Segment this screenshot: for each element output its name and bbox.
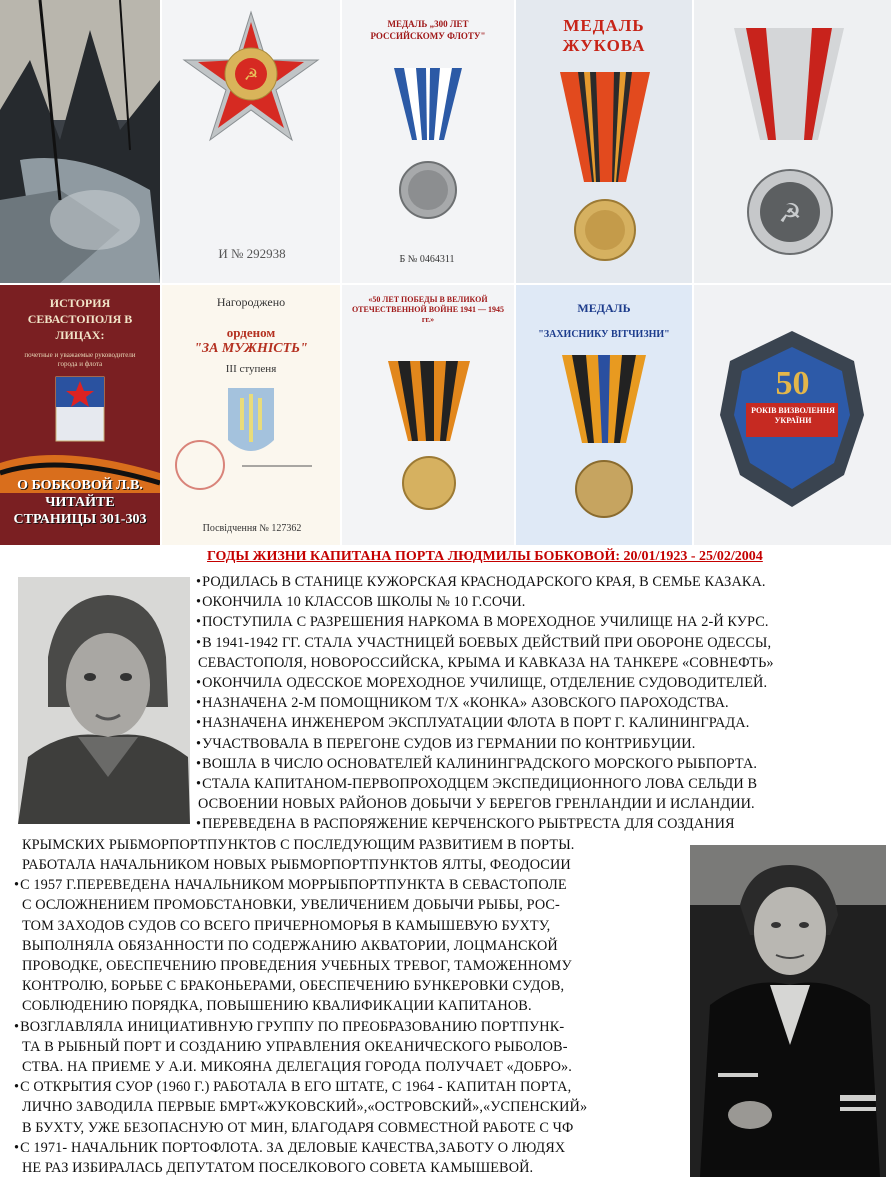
award-line-4: III ступеня xyxy=(225,363,277,375)
award-line-2: орденом xyxy=(226,325,276,340)
portrait-young-image xyxy=(18,577,190,824)
zhukov-title-2: ЖУКОВА xyxy=(562,36,646,55)
fishing-photo xyxy=(0,0,160,283)
portrait-young-photo xyxy=(18,577,190,824)
award-line-1: Нагороджено xyxy=(216,295,286,309)
bio-line: НЕ РАЗ ИЗБИРАЛАСЬ ДЕПУТАТОМ ПОСЕЛКОВОГО СОВЕТА КАМЫШЕВОЙ. xyxy=(22,1160,534,1176)
bio-line: • ОКОНЧИЛА 10 КЛАССОВ ШКОЛЫ № 10 Г.СОЧИ. xyxy=(196,592,525,613)
bio-line: КРЫМСКИХ РЫБМОРПОРТПУНКТОВ С ПОСЛЕДУЮЩИМ РАЗВИТИЕМ В ПОРТЫ. xyxy=(22,836,575,853)
bio-line: СОБЛЮДЕНИЮ ПОРЯДКА, ПОВЫШЕНИЮ КВАЛИФИКАЦИИ КАПИТАНОВ. xyxy=(22,998,532,1015)
fleet-medal-title: МЕДАЛЬ „300 ЛЕТ РОССИЙСКОМУ ФЛОТУ" xyxy=(370,19,486,41)
fishing-photo-image xyxy=(0,0,160,283)
bio-line: • СТАЛА КАПИТАНОМ-ПЕРВОПРОХОДЦЕМ ЭКСПЕДИЦИОННОГО ЛОВА СЕЛЬДИ В xyxy=(196,774,757,795)
bio-line: ТА В РЫБНЫЙ ПОРТ И СОЗДАНИЮ УПРАВЛЕНИЯ ОКЕАНИЧЕСКОГО РЫБОЛОВ- xyxy=(22,1038,568,1055)
bio-line: • НАЗНАЧЕНА ИНЖЕНЕРОМ ЭКСПЛУАТАЦИИ ФЛОТА В ПОРТ Г. КАЛИНИНГРАДА. xyxy=(196,713,749,734)
history-book-tile xyxy=(0,285,160,545)
zhukov-title-1: МЕДАЛЬ xyxy=(563,16,645,35)
book-note-2: ЧИТАЙТЕ xyxy=(45,495,115,510)
bio-line: • НАЗНАЧЕНА 2-М ПОМОЩНИКОМ Т/Х «КОНКА» АЗОВСКОГО ПАРОХОДСТВА. xyxy=(196,693,729,714)
fleet-medal-image xyxy=(342,40,514,280)
order-number: И № 292938 xyxy=(218,246,286,261)
veteran-medal-image xyxy=(694,0,891,283)
bio-line: СТВА. НА ПРИЕМЕ У А.И. МИКОЯНА ДЕЛЕГАЦИЯ ГОРОДА ПОЛУЧАЕТ «ДОБРО». xyxy=(22,1058,572,1075)
badge-text: РОКІВ ВИЗВОЛЕННЯ УКРАЇНИ xyxy=(751,406,835,425)
liberation-badge-tile xyxy=(694,285,891,545)
bio-line: • С ОТКРЫТИЯ СУОР (1960 Г.) РАБОТАЛА В ЕГО ШТАТЕ, С 1964 - КАПИТАН ПОРТА, xyxy=(14,1077,571,1098)
book-emblem-image xyxy=(0,373,160,493)
bio-line: С ОСЛОЖНЕНИЕМ ПРОМОБСТАНОВКИ, УВЕЛИЧЕНИЕМ ДОБЫЧИ РЫБЫ, РОС- xyxy=(22,897,560,914)
victory-medal-tile xyxy=(342,285,514,545)
defender-medal-image xyxy=(516,343,692,543)
bio-line: ОСВОЕНИИ НОВЫХ РАЙОНОВ ДОБЫЧИ У БЕРЕГОВ ГРЕНЛАНДИИ И ИСЛАНДИИ. xyxy=(198,796,755,813)
bio-line: В БУХТУ, УЖЕ БЕЗОПАСНУЮ ОТ МИН, БЛАГОДАРЯ СОВМЕСТНОЙ РАБОТЕ С ЧФ xyxy=(22,1119,574,1136)
order-patriotic-war xyxy=(162,0,340,283)
bio-line: СЕВАСТОПОЛЯ, НОВОРОССИЙСКА, КРЫМА И КАВКАЗА НА ТАНКЕРЕ «СОВНЕФТЬ» xyxy=(198,654,774,671)
victory-medal-image xyxy=(342,333,514,543)
bio-line: ЛИЧНО ЗАВОДИЛА ПЕРВЫЕ БМРТ«ЖУКОВСКИЙ»,«ОСТРОВСКИЙ»,«УСПЕНСКИЙ» xyxy=(22,1099,588,1116)
bio-line: • В 1941-1942 ГГ. СТАЛА УЧАСТНИЦЕЙ БОЕВЫХ ДЕЙСТВИЙ ПРИ ОБОРОНЕ ОДЕССЫ, xyxy=(196,633,771,654)
bio-line: ПРОВОДКЕ, ОБЕСПЕЧЕНИЮ ПРОВЕДЕНИЯ УЧЕБНЫХ ТРЕВОГ, ТАМОЖЕННОМУ xyxy=(22,957,572,974)
bio-line: ВЫПОЛНЯЛА ОБЯЗАННОСТИ ПО СОДЕРЖАНИЮ АКВАТОРИИ, ЛОЦМАНСКОЙ xyxy=(22,937,558,954)
zhukov-medal-image xyxy=(516,62,692,282)
badge-number: 50 xyxy=(775,365,810,402)
bio-line: • РОДИЛАСЬ В СТАНИЦЕ КУЖОРСКАЯ КРАСНОДАРСКОГО КРАЯ, В СЕМЬЕ КАЗАКА. xyxy=(196,572,766,593)
bio-line: • ПЕРЕВЕДЕНА В РАСПОРЯЖЕНИЕ КЕРЧЕНСКОГО РЫБТРЕСТА ДЛЯ СОЗДАНИЯ xyxy=(196,814,735,835)
bio-line: КОНТРОЛЮ, БОРЬБЕ С БРАКОНЬЕРАМИ, ОБЕСПЕЧЕНИЮ БУНКЕРОВКИ СУДОВ, xyxy=(22,978,565,995)
zhukov-medal-tile xyxy=(516,0,692,283)
courage-certificate-tile xyxy=(162,285,340,545)
book-title: ИСТОРИЯ СЕВАСТОПОЛЯ В ЛИЦАХ: xyxy=(27,296,133,342)
fleet-medal-tile xyxy=(342,0,514,283)
award-line-3: "ЗА МУЖНІСТЬ" xyxy=(194,341,308,356)
bio-line: • С 1957 Г.ПЕРЕВЕДЕНА НАЧАЛЬНИКОМ МОРРЫБПОРТПУНКТА В СЕВАСТОПОЛЕ xyxy=(14,875,567,896)
defender-title-1: МЕДАЛЬ xyxy=(577,301,631,315)
bio-line: • ВОШЛА В ЧИСЛО ОСНОВАТЕЛЕЙ КАЛИНИНГРАДСКОГО МОРСКОГО РЫБПОРТА. xyxy=(196,754,757,775)
defender-medal-tile xyxy=(516,285,692,545)
trident-image xyxy=(162,380,340,520)
book-subtitle: почетные и уважаемые руководители города и флота xyxy=(24,351,136,368)
award-number: Посвідчення № 127362 xyxy=(202,523,302,534)
bio-line: • С 1971- НАЧАЛЬНИК ПОРТОФЛОТА. ЗА ДЕЛОВЫЕ КАЧЕСТВА,ЗАБОТУ О ЛЮДЯХ xyxy=(14,1138,565,1159)
book-note-3: СТРАНИЦЫ 301-303 xyxy=(13,512,147,527)
svg-text:☭: ☭ xyxy=(243,65,259,84)
bio-line: • ПОСТУПИЛА С РАЗРЕШЕНИЯ НАРКОМА В МОРЕХОДНОЕ УЧИЛИЩЕ НА 2-Й КУРС. xyxy=(196,612,769,633)
svg-text:☭: ☭ xyxy=(778,199,802,229)
bio-line: ТОМ ЗАХОДОВ СУДОВ СО ВСЕГО ПРИЧЕРНОМОРЬЯ В КАМЫШЕВУЮ БУХТУ, xyxy=(22,917,551,934)
victory-medal-title: «50 ЛЕТ ПОБЕДЫ В ВЕЛИКОЙ ОТЕЧЕСТВЕННОЙ ВОЙНЕ 1941 — 1945 гг.» xyxy=(351,295,505,324)
order-star-image xyxy=(162,0,340,200)
bio-title: ГОДЫ ЖИЗНИ КАПИТАНА ПОРТА ЛЮДМИЛЫ БОБКОВОЙ: 20/01/1923 - 25/02/2004 xyxy=(207,549,763,564)
veteran-medal-tile xyxy=(694,0,891,283)
medal-grid xyxy=(0,0,891,545)
portrait-uniform-image xyxy=(690,845,886,1177)
fleet-medal-number: Б № 0464311 xyxy=(399,254,455,265)
bio-line: • ОКОНЧИЛА ОДЕССКОЕ МОРЕХОДНОЕ УЧИЛИЩЕ, ОТДЕЛЕНИЕ СУДОВОДИТЕЛЕЙ. xyxy=(196,673,767,694)
bio-line: РАБОТАЛА НАЧАЛЬНИКОМ НОВЫХ РЫБМОРПОРТПУНКТОВ ЯЛТЫ, ФЕОДОСИИ xyxy=(22,856,571,873)
defender-title-2: "ЗАХИСНИКУ ВІТЧИЗНИ" xyxy=(538,329,670,340)
bio-line: • УЧАСТВОВАЛА В ПЕРЕГОНЕ СУДОВ ИЗ ГЕРМАНИИ ПО КОНТРИБУЦИИ. xyxy=(196,734,695,755)
bio-line: • ВОЗГЛАВЛЯЛА ИНИЦИАТИВНУЮ ГРУППУ ПО ПРЕОБРАЗОВАНИЮ ПОРТПУНК- xyxy=(14,1017,564,1038)
portrait-uniform-photo xyxy=(690,845,886,1177)
book-note-1: О БОБКОВОЙ Л.В. xyxy=(17,478,143,493)
